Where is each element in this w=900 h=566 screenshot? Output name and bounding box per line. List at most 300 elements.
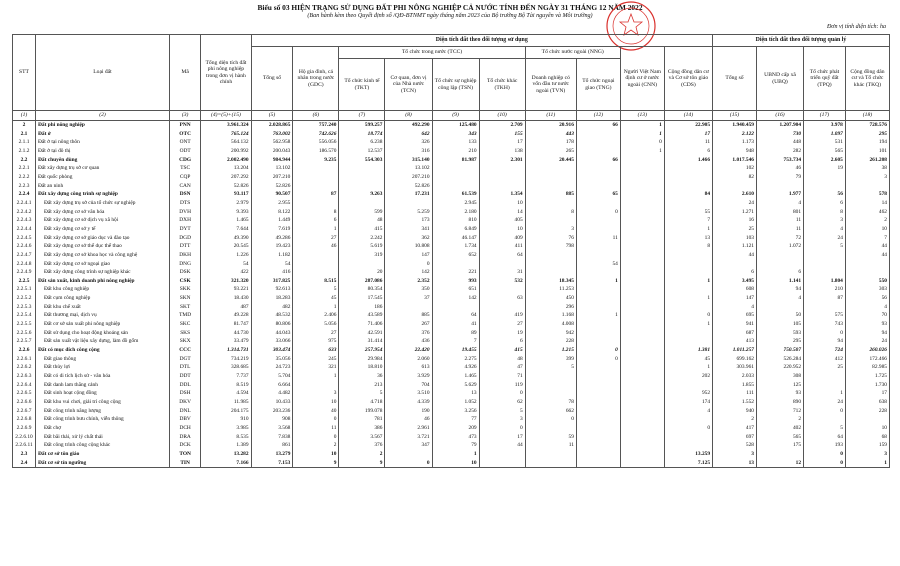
- cell-value: [576, 459, 620, 468]
- cell-value: [620, 398, 664, 407]
- cell-value: 44: [845, 251, 889, 260]
- cell-value: 712: [756, 407, 803, 416]
- cell-value: 0: [525, 415, 576, 424]
- cell-value: 4: [804, 225, 846, 234]
- cell-value: 10: [479, 199, 525, 208]
- cell-value: [620, 337, 664, 346]
- cell-value: 554.303: [339, 156, 385, 165]
- cell-value: [756, 251, 803, 260]
- header-group-nng: Tổ chức nước ngoài (NNG): [525, 47, 620, 59]
- cell-value: 17: [664, 130, 712, 139]
- column-number: (11): [525, 111, 576, 121]
- cell-value: 59: [525, 433, 576, 442]
- cell-land-type: Đất khu chế xuất: [36, 303, 170, 312]
- cell-value: 203.236: [251, 407, 293, 416]
- cell-value: 651: [432, 285, 479, 294]
- cell-value: [479, 303, 525, 312]
- column-number: (6): [293, 111, 339, 121]
- cell-value: [339, 173, 385, 182]
- cell-value: 697: [713, 433, 757, 442]
- cell-value: 1.552: [713, 398, 757, 407]
- cell-value: 10: [845, 225, 889, 234]
- header-ubq: UBND cấp xã (UBQ): [756, 47, 803, 111]
- cell-value: 17: [479, 138, 525, 147]
- cell-value: 93: [756, 389, 803, 398]
- cell-code: DGD: [169, 234, 200, 243]
- cell-value: [804, 268, 846, 277]
- cell-value: 16: [713, 216, 757, 225]
- cell-value: 25: [713, 225, 757, 234]
- cell-stt: 2.2.6.9: [13, 424, 36, 433]
- cell-value: 1.804: [804, 277, 846, 286]
- cell-value: 1.725: [845, 372, 889, 381]
- cell-value: 8: [664, 242, 712, 251]
- cell-value: 8: [293, 208, 339, 217]
- header-gdc: Hộ gia đình, cá nhân trong nước (GDC): [293, 47, 339, 111]
- cell-value: 0: [804, 407, 846, 416]
- cell-value: [576, 216, 620, 225]
- cell-value: 443: [525, 130, 576, 139]
- cell-value: 0: [576, 346, 620, 355]
- table-row: [13, 173, 890, 182]
- cell-value: 56: [804, 190, 846, 199]
- cell-value: 910: [201, 415, 251, 424]
- cell-value: 2.709: [479, 121, 525, 130]
- cell-land-type: Đất sản xuất vật liệu xây dựng, làm đồ gốm: [36, 337, 170, 346]
- cell-value: 44: [713, 251, 757, 260]
- cell-value: 210: [432, 147, 479, 156]
- table-row: [13, 242, 890, 251]
- cell-value: 6.849: [432, 225, 479, 234]
- cell-value: 3: [804, 216, 846, 225]
- cell-value: 65: [576, 190, 620, 199]
- cell-value: [620, 329, 664, 338]
- cell-value: [713, 260, 757, 269]
- cell-value: 4.926: [432, 363, 479, 372]
- cell-land-type: Đất sản xuất, kinh doanh phi nông nghiệp: [36, 277, 170, 286]
- cell-value: [664, 441, 712, 450]
- cell-value: 0: [385, 459, 432, 468]
- cell-value: 7.153: [251, 459, 293, 468]
- cell-value: 17.545: [339, 294, 385, 303]
- cell-value: 50: [756, 311, 803, 320]
- column-number: (15): [713, 111, 757, 121]
- cell-code: DDL: [169, 381, 200, 390]
- cell-value: 295: [845, 130, 889, 139]
- cell-land-type: Đất chợ: [36, 424, 170, 433]
- cell-value: 14: [845, 199, 889, 208]
- cell-land-type: Đất xây dựng công trình sự nghiệp: [36, 190, 170, 199]
- cell-value: 3: [713, 450, 757, 459]
- cell-value: 48: [339, 216, 385, 225]
- cell-value: 2.275: [432, 355, 479, 364]
- cell-value: [576, 381, 620, 390]
- cell-value: 209: [432, 424, 479, 433]
- cell-value: [293, 260, 339, 269]
- cell-value: 82: [713, 173, 757, 182]
- cell-stt: 2.2.4.3: [13, 216, 36, 225]
- cell-value: [339, 260, 385, 269]
- cell-value: 103: [713, 234, 757, 243]
- cell-value: 93.221: [201, 285, 251, 294]
- cell-value: 1.354: [479, 190, 525, 199]
- cell-value: 2.122: [713, 130, 757, 139]
- cell-value: 77: [432, 415, 479, 424]
- cell-value: 18.430: [201, 294, 251, 303]
- header-group-quan-ly: Diện tích đất theo đối tượng quản lý: [713, 35, 890, 47]
- cell-value: 13.102: [251, 164, 293, 173]
- cell-value: 138: [479, 147, 525, 156]
- cell-value: 0: [479, 389, 525, 398]
- cell-value: 24: [713, 199, 757, 208]
- cell-stt: 2.2.6.10: [13, 433, 36, 442]
- cell-value: 415: [479, 346, 525, 355]
- cell-value: [432, 260, 479, 269]
- cell-value: 49.390: [201, 234, 251, 243]
- table-row: [13, 424, 890, 433]
- cell-value: 10: [432, 459, 479, 468]
- table-row: [13, 303, 890, 312]
- cell-value: [620, 199, 664, 208]
- cell-value: 46.147: [432, 234, 479, 243]
- cell-value: 27: [293, 234, 339, 243]
- header-tvn: Doanh nghiệp có vốn đầu tư nước ngoài (TVN): [525, 59, 576, 111]
- cell-value: 24: [804, 398, 846, 407]
- cell-code: SKN: [169, 294, 200, 303]
- cell-code: TIN: [169, 459, 200, 468]
- cell-stt: 2.2.5.3: [13, 303, 36, 312]
- cell-value: 84: [664, 190, 712, 199]
- cell-value: [620, 268, 664, 277]
- cell-value: 303.961: [713, 363, 757, 372]
- cell-value: 341: [385, 225, 432, 234]
- cell-land-type: Đất an ninh: [36, 182, 170, 191]
- cell-value: 0: [664, 424, 712, 433]
- cell-land-type: Đất xây dựng cơ sở văn hóa: [36, 208, 170, 217]
- cell-code: DCK: [169, 441, 200, 450]
- header-ma: Mã: [169, 35, 200, 111]
- cell-value: 1: [664, 294, 712, 303]
- cell-value: 11: [525, 441, 576, 450]
- table-row: [13, 285, 890, 294]
- table-body: [13, 121, 890, 468]
- cell-stt: 2.2.4.2: [13, 208, 36, 217]
- cell-value: [845, 260, 889, 269]
- cell-value: 1.940.459: [713, 121, 757, 130]
- table-row: [13, 268, 890, 277]
- table-row: [13, 355, 890, 364]
- cell-value: 362: [385, 234, 432, 243]
- cell-value: 315.140: [385, 156, 432, 165]
- cell-value: 11: [293, 424, 339, 433]
- cell-value: 133: [432, 138, 479, 147]
- table-row: [13, 329, 890, 338]
- cell-value: 37: [385, 294, 432, 303]
- cell-value: [576, 225, 620, 234]
- cell-value: 948: [713, 147, 757, 156]
- cell-value: 6: [479, 337, 525, 346]
- cell-value: 3.978: [804, 121, 846, 130]
- cell-value: 4.339: [385, 398, 432, 407]
- cell-value: [576, 138, 620, 147]
- cell-land-type: Đất ở tại đô thị: [36, 147, 170, 156]
- cell-value: [620, 441, 664, 450]
- cell-value: [620, 450, 664, 459]
- cell-value: 207.292: [201, 173, 251, 182]
- cell-value: 46: [756, 164, 803, 173]
- cell-value: [576, 147, 620, 156]
- cell-value: 642: [385, 130, 432, 139]
- cell-value: [620, 285, 664, 294]
- cell-code: DNG: [169, 260, 200, 269]
- cell-value: 17.231: [385, 190, 432, 199]
- cell-value: [432, 303, 479, 312]
- cell-value: 5.704: [251, 372, 293, 381]
- cell-stt: 2.2.2: [13, 173, 36, 182]
- cell-code: DSK: [169, 268, 200, 277]
- cell-value: [620, 459, 664, 468]
- cell-value: 3.929: [385, 372, 432, 381]
- cell-value: [576, 199, 620, 208]
- cell-value: [432, 182, 479, 191]
- cell-value: 29.984: [339, 355, 385, 364]
- cell-value: 94: [845, 329, 889, 338]
- cell-value: 4: [845, 303, 889, 312]
- cell-value: 48: [479, 355, 525, 364]
- cell-value: [576, 303, 620, 312]
- header-cnn: Người Việt Nam định cư ở nước ngoài (CNN): [620, 47, 664, 111]
- cell-value: 6: [713, 268, 757, 277]
- cell-value: 11.985: [201, 398, 251, 407]
- cell-value: 734.219: [201, 355, 251, 364]
- cell-value: 64: [479, 251, 525, 260]
- cell-value: 1: [576, 311, 620, 320]
- cell-value: 4: [664, 407, 712, 416]
- cell-stt: 2.2.6.5: [13, 389, 36, 398]
- column-number: (8): [385, 111, 432, 121]
- cell-value: [525, 173, 576, 182]
- cell-value: 228: [525, 337, 576, 346]
- cell-value: 565: [804, 147, 846, 156]
- cell-stt: 2.2.1: [13, 164, 36, 173]
- cell-value: 405: [479, 216, 525, 225]
- cell-value: [620, 251, 664, 260]
- cell-land-type: Đất khu công nghiệp: [36, 285, 170, 294]
- cell-value: 0: [479, 424, 525, 433]
- cell-value: 87: [804, 294, 846, 303]
- cell-value: 3.510: [385, 389, 432, 398]
- cell-value: 200.043: [251, 147, 293, 156]
- cell-value: 25: [804, 363, 846, 372]
- cell-value: 2: [339, 450, 385, 459]
- cell-value: 220.952: [756, 363, 803, 372]
- cell-value: 125: [756, 381, 803, 390]
- cell-value: 7.166: [201, 459, 251, 468]
- cell-value: [620, 346, 664, 355]
- cell-value: 1.466: [664, 156, 712, 165]
- cell-value: [576, 130, 620, 139]
- cell-value: [804, 415, 846, 424]
- cell-value: 724: [804, 346, 846, 355]
- table-header: [13, 35, 890, 121]
- cell-land-type: Đất xây dựng trụ sở cơ quan: [36, 164, 170, 173]
- cell-value: 1: [293, 372, 339, 381]
- cell-value: [804, 372, 846, 381]
- cell-value: [525, 459, 576, 468]
- cell-value: 4.008: [525, 320, 576, 329]
- cell-value: 147: [385, 251, 432, 260]
- cell-value: [525, 199, 576, 208]
- cell-value: 45: [664, 355, 712, 364]
- cell-value: [620, 433, 664, 442]
- cell-value: [620, 415, 664, 424]
- cell-stt: 2.2.4.8: [13, 260, 36, 269]
- cell-value: 0: [576, 355, 620, 364]
- cell-value: 2: [756, 415, 803, 424]
- cell-value: 7.644: [201, 225, 251, 234]
- cell-value: [525, 216, 576, 225]
- cell-land-type: Đất xây dựng cơ sở thể dục thể thao: [36, 242, 170, 251]
- cell-land-type: Đất xây dựng cơ sở y tế: [36, 225, 170, 234]
- cell-value: 14: [479, 208, 525, 217]
- column-number: (12): [576, 111, 620, 121]
- cell-value: 94: [804, 337, 846, 346]
- cell-stt: 2.1.1: [13, 138, 36, 147]
- cell-stt: 2.2.6.4: [13, 381, 36, 390]
- column-number: (9): [432, 111, 479, 121]
- cell-value: 5: [479, 407, 525, 416]
- cell-value: 11: [576, 234, 620, 243]
- cell-stt: 2.2.6.7: [13, 407, 36, 416]
- cell-value: [479, 173, 525, 182]
- cell-value: 35.056: [251, 355, 293, 364]
- cell-value: 908: [251, 415, 293, 424]
- cell-land-type: Đất phi nông nghiệp: [36, 121, 170, 130]
- cell-value: 2.979: [201, 199, 251, 208]
- cell-value: [479, 450, 525, 459]
- cell-value: 13.102: [385, 164, 432, 173]
- table-row: [13, 234, 890, 243]
- cell-stt: 2.2.6: [13, 346, 36, 355]
- cell-value: 19.423: [251, 242, 293, 251]
- cell-value: 49.286: [251, 234, 293, 243]
- cell-code: DKH: [169, 251, 200, 260]
- cell-value: 326: [385, 138, 432, 147]
- header-group-tctn: Tổ chức trong nước (TCC): [339, 47, 525, 59]
- cell-value: 24: [804, 234, 846, 243]
- cell-code: CSK: [169, 277, 200, 286]
- cell-value: 44.043: [251, 329, 293, 338]
- cell-value: 61.539: [432, 190, 479, 199]
- cell-value: 402: [756, 424, 803, 433]
- cell-stt: 2.2: [13, 156, 36, 165]
- cell-value: [756, 260, 803, 269]
- cell-value: 125.480: [432, 121, 479, 130]
- cell-code: OTC: [169, 130, 200, 139]
- cell-value: 38: [845, 164, 889, 173]
- cell-value: 753.734: [756, 156, 803, 165]
- cell-code: DSH: [169, 389, 200, 398]
- cell-value: 526.284: [756, 355, 803, 364]
- cell-value: 704: [385, 381, 432, 390]
- cell-value: 13.282: [201, 450, 251, 459]
- cell-value: 303: [845, 285, 889, 294]
- cell-value: 81.987: [432, 156, 479, 165]
- cell-value: [620, 311, 664, 320]
- cell-value: 564.132: [201, 138, 251, 147]
- cell-value: 5.056: [293, 320, 339, 329]
- cell-value: 4.718: [339, 398, 385, 407]
- cell-value: [525, 251, 576, 260]
- cell-value: 1: [664, 277, 712, 286]
- cell-value: 64: [432, 311, 479, 320]
- cell-value: [576, 398, 620, 407]
- cell-value: 376: [339, 441, 385, 450]
- cell-value: 295: [756, 337, 803, 346]
- cell-value: [804, 251, 846, 260]
- cell-value: 68: [845, 433, 889, 442]
- cell-value: [576, 441, 620, 450]
- cell-value: 1.314.731: [201, 346, 251, 355]
- cell-code: SKT: [169, 303, 200, 312]
- cell-land-type: Đất danh lam thắng cảnh: [36, 381, 170, 390]
- cell-value: [576, 415, 620, 424]
- column-number: (3): [169, 111, 200, 121]
- cell-value: [664, 182, 712, 191]
- cell-value: 528: [713, 441, 757, 450]
- cell-value: 174: [664, 398, 712, 407]
- cell-value: [576, 285, 620, 294]
- table-row: [13, 407, 890, 416]
- cell-code: CAN: [169, 182, 200, 191]
- cell-value: [620, 216, 664, 225]
- cell-value: 482: [251, 303, 293, 312]
- cell-value: 159: [845, 441, 889, 450]
- cell-value: [525, 450, 576, 459]
- header-group-doi-tuong-su-dung: Diện tích đất theo đối tượng sử dụng: [251, 35, 712, 47]
- cell-value: 36: [339, 372, 385, 381]
- cell-value: [664, 251, 712, 260]
- cell-value: 4.594: [201, 389, 251, 398]
- cell-value: [620, 389, 664, 398]
- cell-value: 41: [432, 320, 479, 329]
- cell-value: 93.117: [201, 190, 251, 199]
- cell-value: [664, 285, 712, 294]
- cell-value: 62: [479, 398, 525, 407]
- cell-value: [845, 415, 889, 424]
- cell-stt: 2.2.5.5: [13, 320, 36, 329]
- cell-value: 9: [293, 459, 339, 468]
- cell-value: 11: [756, 216, 803, 225]
- cell-value: [576, 363, 620, 372]
- table-row: [13, 251, 890, 260]
- cell-value: 0: [804, 459, 846, 468]
- cell-value: 730: [756, 130, 803, 139]
- header-loai-dat: Loại đất: [36, 35, 170, 111]
- cell-value: [479, 285, 525, 294]
- cell-value: 565: [756, 433, 803, 442]
- cell-value: 13: [664, 234, 712, 243]
- cell-value: 87: [293, 190, 339, 199]
- cell-value: 0: [804, 329, 846, 338]
- cell-code: DDT: [169, 372, 200, 381]
- cell-value: 6: [756, 268, 803, 277]
- cell-value: 2.002.490: [201, 156, 251, 165]
- cell-stt: 2.2.4.7: [13, 251, 36, 260]
- cell-value: 532: [479, 277, 525, 286]
- cell-value: [620, 234, 664, 243]
- cell-value: 80.354: [339, 285, 385, 294]
